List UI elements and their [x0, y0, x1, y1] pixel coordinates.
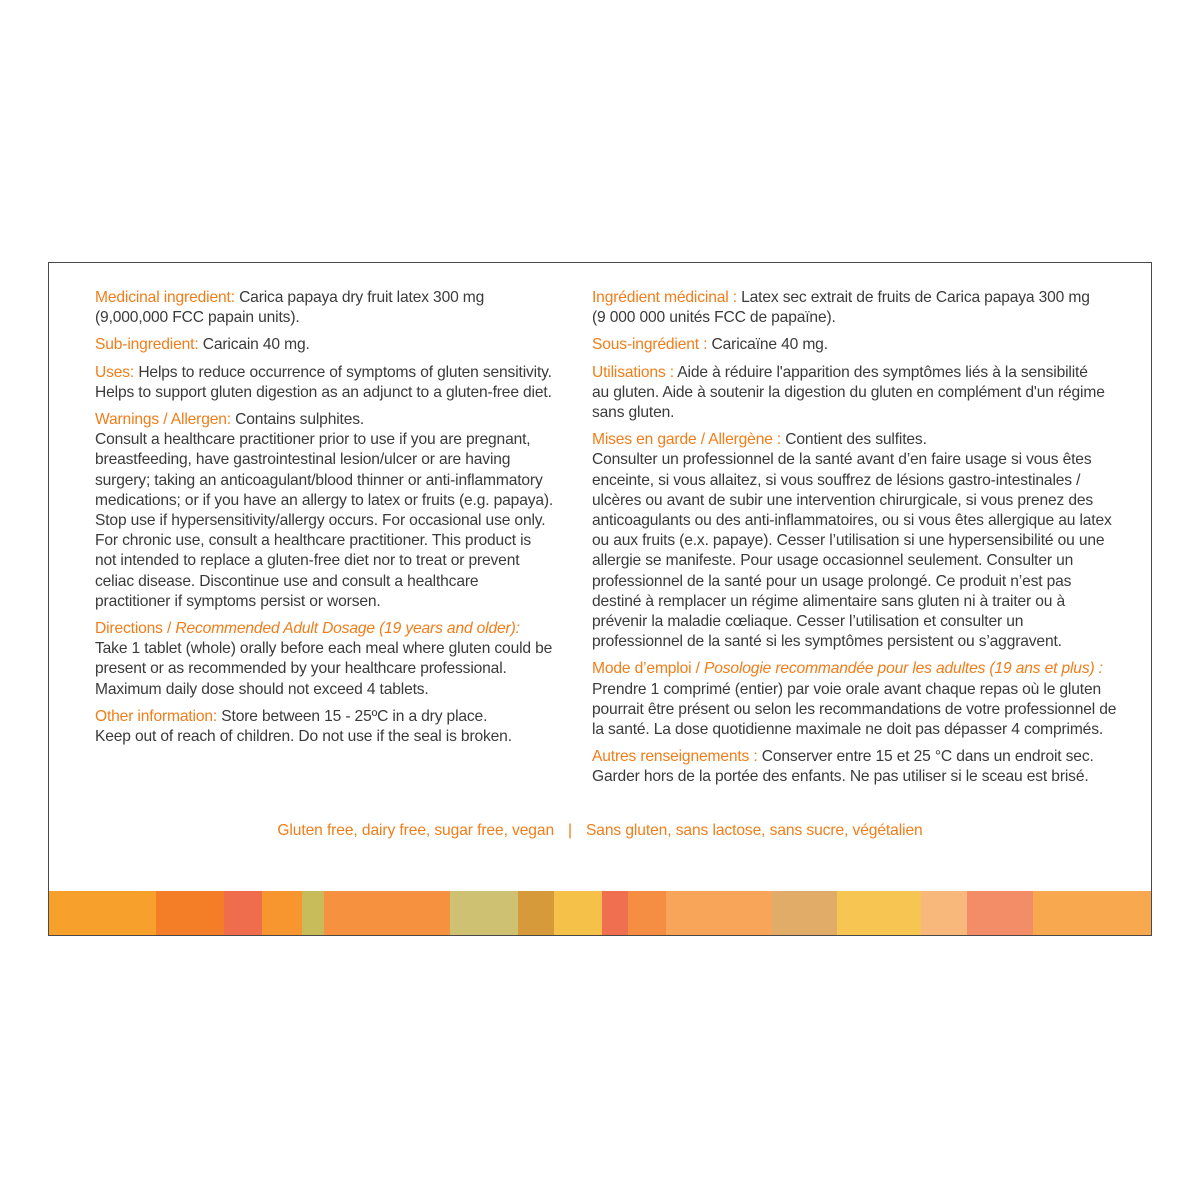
warnings-text-fr: professionnel de la santé si les symptômes persistent ou s’aggravent. — [592, 633, 1062, 651]
decorative-color-band — [49, 891, 1151, 935]
directions-text: Maximum daily dose should not exceed 4 tablets. — [95, 680, 429, 698]
sub-ingredient-text: Caricain 40 mg. — [202, 336, 310, 354]
medicinal-ingredient-text-fr: (9 000 000 unités FCC de papaïne). — [592, 309, 836, 327]
uses-heading-fr: Utilisations : — [592, 363, 674, 381]
other-information-heading-fr: Autres renseignements : — [592, 748, 758, 766]
warnings-text-fr: ou aux fruits (e.x. papaye). Cesser l’utilisation si une hypersensibilité ou une — [592, 532, 1105, 550]
warnings-text-fr: allergie se manifeste. Pour usage occasionnel seulement. Consulter un — [592, 552, 1074, 570]
uses-section-fr — [592, 363, 1117, 424]
directions-text-fr: la santé. La dose quotidienne maximale ne doit pas dépasser 4 comprimés. — [592, 721, 1104, 739]
uses-text: Helps to support gluten digestion as an adjunct to a gluten-free diet. — [95, 383, 552, 401]
sub-ingredient-section-fr — [592, 335, 1117, 355]
directions-heading-fr: Mode d’emploi / — [592, 660, 700, 678]
color-band-segment — [262, 891, 302, 935]
warnings-text: not intended to replace a gluten-free diet nor to treat or prevent — [95, 552, 520, 570]
warnings-text: breastfeeding, have gastrointestinal lesion/ulcer or are having — [95, 451, 511, 469]
warnings-text: Stop use if hypersensitivity/allergy occurs. For occasional use only. — [95, 512, 546, 530]
other-information-text: Keep out of reach of children. Do not use if the seal is broken. — [95, 728, 512, 746]
warnings-text-fr: enceinte, si vous allaitez, si vous souffrez de lésions gastro-intestinales / — [592, 471, 1081, 489]
warnings-section-fr — [592, 430, 1117, 652]
color-band-segment — [1033, 891, 1151, 935]
color-band-segment — [921, 891, 967, 935]
warnings-heading: Warnings / Allergen: — [95, 411, 231, 429]
medicinal-ingredient-heading: Medicinal ingredient: — [95, 289, 235, 306]
directions-text-fr: Prendre 1 comprimé (entier) par voie orale avant chaque repas où le gluten — [592, 680, 1101, 698]
warnings-heading-fr: Mises en garde / Allergène : — [592, 431, 782, 449]
color-band-segment — [49, 891, 156, 935]
uses-section — [95, 363, 555, 403]
dosage-heading: Recommended Adult Dosage (19 years and older): — [175, 620, 520, 638]
warnings-text-fr: destiné à remplacer un régime alimentaire sans gluten ni à traiter ou à — [592, 592, 1066, 610]
directions-heading: Directions / — [95, 620, 172, 638]
color-band-segment — [224, 891, 262, 935]
uses-text-fr: au gluten. Aide à soutenir la digestion du gluten en complément d'un régime — [592, 383, 1105, 401]
warnings-text: For chronic use, consult a healthcare practitioner. This product is — [95, 532, 532, 550]
color-band-segment — [837, 891, 921, 935]
other-information-text-fr: Garder hors de la portée des enfants. Ne pas utiliser si le sceau est brisé. — [592, 768, 1089, 786]
warnings-text-fr: prévenir la maladie cœliaque. Cesser l’utilisation et consulter un — [592, 613, 1024, 631]
directions-text-fr: pourrait être présent ou selon les recommandations de votre professionnel de — [592, 700, 1117, 718]
dietary-claims — [49, 822, 1151, 840]
dietary-claims-english: Gluten free, dairy free, sugar free, vegan — [277, 822, 555, 839]
color-band-segment — [772, 891, 837, 935]
medicinal-ingredient-text-fr: Latex sec extrait de fruits de Carica papaya 300 mg — [741, 289, 1090, 306]
color-band-segment — [302, 891, 324, 935]
other-information-section — [95, 707, 555, 747]
sub-ingredient-heading-fr: Sous-ingrédient : — [592, 336, 708, 354]
medicinal-ingredient-section-fr — [592, 288, 1117, 328]
warnings-text: medications; or if you have an allergy to latex or fruits (e.g. papaya). — [95, 491, 554, 509]
color-band-segment — [666, 891, 772, 935]
warnings-section — [95, 410, 555, 612]
directions-text: Take 1 tablet (whole) orally before each meal where gluten could be — [95, 640, 553, 658]
color-band-segment — [628, 891, 666, 935]
medicinal-ingredient-text: Carica papaya dry fruit latex 300 mg — [239, 289, 485, 306]
color-band-segment — [518, 891, 554, 935]
medicinal-ingredient-text: (9,000,000 FCC papain units). — [95, 309, 300, 327]
warnings-text: Contains sulphites. — [235, 411, 365, 429]
color-band-segment — [324, 891, 450, 935]
dietary-claims-french: Sans gluten, sans lactose, sans sucre, végétalien — [585, 822, 923, 839]
sub-ingredient-heading: Sub-ingredient: — [95, 336, 199, 354]
label-panel — [48, 262, 1152, 936]
claims-separator: | — [568, 822, 572, 839]
color-band-segment — [602, 891, 628, 935]
directions-text: present or as recommended by your healthcare professional. — [95, 660, 507, 678]
sub-ingredient-text-fr: Caricaïne 40 mg. — [711, 336, 828, 354]
warnings-text-fr: Contient des sulfites. — [785, 431, 927, 449]
color-band-segment — [967, 891, 1033, 935]
color-band-segment — [156, 891, 224, 935]
other-information-text: Store between 15 - 25ºC in a dry place. — [221, 707, 488, 725]
dosage-heading-fr: Posologie recommandée pour les adultes (19 ans et plus) : — [704, 660, 1103, 678]
uses-text-fr: sans gluten. — [592, 404, 675, 422]
other-information-text-fr: Conserver entre 15 et 25 °C dans un endroit sec. — [761, 748, 1094, 766]
medicinal-ingredient-heading-fr: Ingrédient médicinal : — [592, 289, 737, 306]
english-column — [95, 288, 555, 754]
uses-text-fr: Aide à réduire l'apparition des symptômes liés à la sensibilité — [677, 363, 1088, 381]
uses-text: Helps to reduce occurrence of symptoms of gluten sensitivity. — [138, 363, 552, 381]
directions-section — [95, 619, 555, 700]
warnings-text-fr: professionnel de la santé pour un usage prolongé. Ce produit n’est pas — [592, 572, 1072, 590]
uses-heading: Uses: — [95, 363, 135, 381]
french-column — [592, 288, 1117, 795]
sub-ingredient-section — [95, 335, 555, 355]
warnings-text-fr: anticoagulants ou des anti-inflammatoires, ou si vous êtes allergique au latex — [592, 512, 1112, 530]
color-band-segment — [554, 891, 602, 935]
warnings-text: practitioner if symptoms persist or worsen. — [95, 592, 381, 610]
warnings-text: surgery; taking an anticoagulant/blood thinner or anti-inflammatory — [95, 471, 543, 489]
color-band-segment — [450, 891, 518, 935]
warnings-text-fr: ulcères ou avant de subir une intervention chirurgicale, si vous prenez des — [592, 491, 1094, 509]
warnings-text: celiac disease. Discontinue use and consult a healthcare — [95, 572, 479, 590]
directions-section-fr — [592, 659, 1117, 740]
other-information-heading: Other information: — [95, 707, 218, 725]
warnings-text-fr: Consulter un professionnel de la santé avant d’en faire usage si vous êtes — [592, 451, 1092, 469]
medicinal-ingredient-section — [95, 288, 555, 328]
warnings-text: Consult a healthcare practitioner prior to use if you are pregnant, — [95, 431, 531, 449]
other-information-section-fr — [592, 747, 1117, 787]
